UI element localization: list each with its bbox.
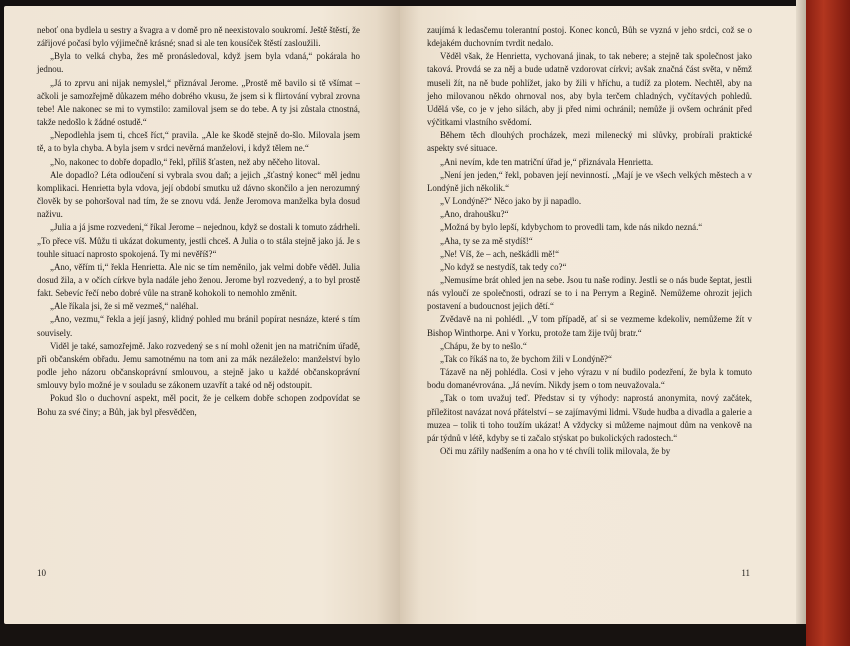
paragraph: „No, nakonec to dobře dopadlo,“ řekl, příliš šťasten, než aby něčeho litoval. [50,156,320,167]
paragraph: „Ani nevím, kde ten matriční úřad je,“ přiznávala Henrietta. [440,156,654,167]
paragraph: „Byla to velká chyba, žes mě pronásledoval, když jsem byla vdaná,“ pokárala ho jednou. [37,51,360,75]
paragraph: Oči mu zářily nadšením a ona ho v té chvíli tolik milovala, že by [440,446,671,456]
paragraph: „Ano, drahoušku?“ [440,209,509,220]
paragraph: neboť ona bydlela u sestry a švagra a v domě pro ně neexistovalo soukromí. Ještě štěstí, že zářijové počasí bylo výjimečně krásné; snad si ale ten kousíček štěstí zasloužili. [37,25,360,49]
paragraph: zaujímá k ledasčemu tolerantní postoj. Konec konců, Bůh se vyzná v jeho srdci, což se o kdejakém duchovním tvrdit nedalo. [427,25,752,49]
book-cover [806,0,850,646]
paragraph: „Aha, ty se za mě stydíš!“ [440,235,533,246]
paragraph: Tázavě na něj pohlédla. Cosi v jeho výrazu v ní budilo podezření, že byla k tomuto bodu domanévrována. „Já nevím. Nikdy jsem o tom neuvažovala.“ [427,367,752,391]
page-number: 11 [741,567,750,578]
paragraph: „Julia a já jsme rozvedeni,“ říkal Jerome – nejednou, když se dostali k tomuto zádrheli. „To přece víš. Můžu ti ukázat dokumenty, jestli chceš. A Julia o to stála stejně jako já. Je s touhle situací naprosto spokojená. Ty mi nevěříš?“ [37,222,360,259]
page-number: 10 [37,567,46,578]
paragraph: „V Londýně?“ Něco jako by ji napadlo. [440,196,582,207]
left-page [4,6,400,624]
paragraph: „Chápu, že by to nešlo.“ [440,340,527,351]
paragraph: „Možná by bylo lepší, kdybychom to provedli tam, kde nás nikdo nezná.“ [440,222,703,233]
paragraph: „Já to zprvu ani nijak nemyslel,“ přiznával Jerome. „Prostě mě bavilo si tě všímat – ačkoli je samozřejmě důkazem mého dobrého vkusu, že jsem si k flirtování vybral zrovna tebe! Ale nakonec se mi to vymstilo: zamiloval jsem se do tebe. A ty jsi zůstala ctnostná, takže nedošlo k žádné ostudě.“ [37,77,360,128]
paragraph: „Tak co říkáš na to, že bychom žili v Londýně?“ [440,353,612,364]
paragraph: Ale dopadlo? Léta odloučení si vybrala svou daň; a jejich „šťastný konec“ měl jednu komplikaci. Henrietta byla vdova, její období smutku už dávno skončilo a jen nerozumný člověk by se pohoršoval nad tím, že se znovu vdá. Jenže Jeromova manželka byla dosud naživu. [37,169,360,220]
paragraph: Zvědavě na ni pohlédl. „V tom případě, ať si se vezmeme kdekoliv, nemůžeme žít v Bishop Winthorpe. Ani v Yorku, protože tam žije tvůj bratr.“ [427,314,752,338]
paragraph: Věděl však, že Henrietta, vychovaná jinak, to tak nebere; a stejně tak společnost jako taková. Provdá se za něj a bude udatně vzdorovat církvi; avšak značná část světa, v němž museli žít, na ně bude pohlížet, jako by žili v hříchu, a tudíž za plotem. Nechtěl, aby na jeho milovanou někdo ohrnoval nos, aby byla terčem chladných, vyčítavých pohledů. Udělá vše, co je v jeho silách, aby ji před nimi ochránil; nemůže ji ovšem ochránit před výčitkami vlastního svědomí. [427,51,752,128]
paragraph: „Nemusíme brát ohled jen na sebe. Jsou tu naše rodiny. Jestli se o nás bude šeptat, jestli nás vyloučí ze společnosti, odrazí se to i na Perrym a Regině. Nemůžeme ohrozit jejich postavení a budoucnost jejich dětí.“ [427,274,752,312]
paragraph: „Ne! Víš, že – ach, neškádli mě!“ [440,248,560,259]
paragraph: „No když se nestydíš, tak tedy co?“ [440,261,567,272]
right-page [400,6,796,624]
page-edge [796,0,806,630]
paragraph: Viděl je také, samozřejmě. Jako rozvedený se s ní mohl oženit jen na matričním úřadě, při občanském obřadu. Jemu samotnému na tom ani za mák nezáleželo: manželství bylo podle jeho názoru občanskoprávní smlouvou, a stejně jako u každé občanskoprávní smlouvy bylo možné je v souladu se zákonem uzavřít a také od něj odstoupit. [37,340,360,391]
paragraph: „Tak o tom uvažuj teď. Představ si ty výhody: naprostá anonymita, nový začátek, příležitost navázat nová přátelství – se zajímavými lidmi. Všude hudba a divadla a galerie a muzea – tolik ti toho toužím ukázat! A vždycky si můžeme najmout dům na venkově na pár týdnů v létě, kdyby se ti začalo stýskat po bukolických radostech.“ [427,393,752,443]
paragraph: „Ano, vezmu,“ řekla a její jasný, klidný pohled mu bránil popírat nesnáze, které s tím souvisely. [37,314,360,338]
paragraph: Pokud šlo o duchovní aspekt, měl pocit, že je celkem dobře schopen zodpovídat se Bohu za své činy; a Bůh, jak byl přesvědčen, [37,393,360,417]
paragraph: Během těch dlouhých procházek, mezi milenecký mi slůvky, probírali praktické aspekty své situace. [427,130,752,154]
paragraph: „Ano, věřím ti,“ řekla Henrietta. Ale nic se tím neměnilo, jak velmi dobře věděl. Julia dosud žila, a v očích církve byla nadále jeho ženou. Jerome byl rozvedený, a to byl prostě fakt. Sebevíc řečí nebo dobré vůle na straně kohokoli to nemohlo změnit. [37,261,360,299]
background-shadow [0,624,806,646]
paragraph: „Ale říkala jsi, že si mě vezmeš,“ naléhal. [50,301,199,312]
paragraph: „Není jen jeden,“ řekl, pobaven její nevinností. „Mají je ve všech velkých městech a v Londýně jich několik.“ [427,169,752,193]
paragraph: „Nepodlehla jsem ti, chceš říct,“ pravila. „Ale ke škodě stejně do-šlo. Milovala jsem tě, a to byla chyba. A byla jsem v srdci nevěrná manželovi, i když tělem ne.“ [37,130,360,154]
